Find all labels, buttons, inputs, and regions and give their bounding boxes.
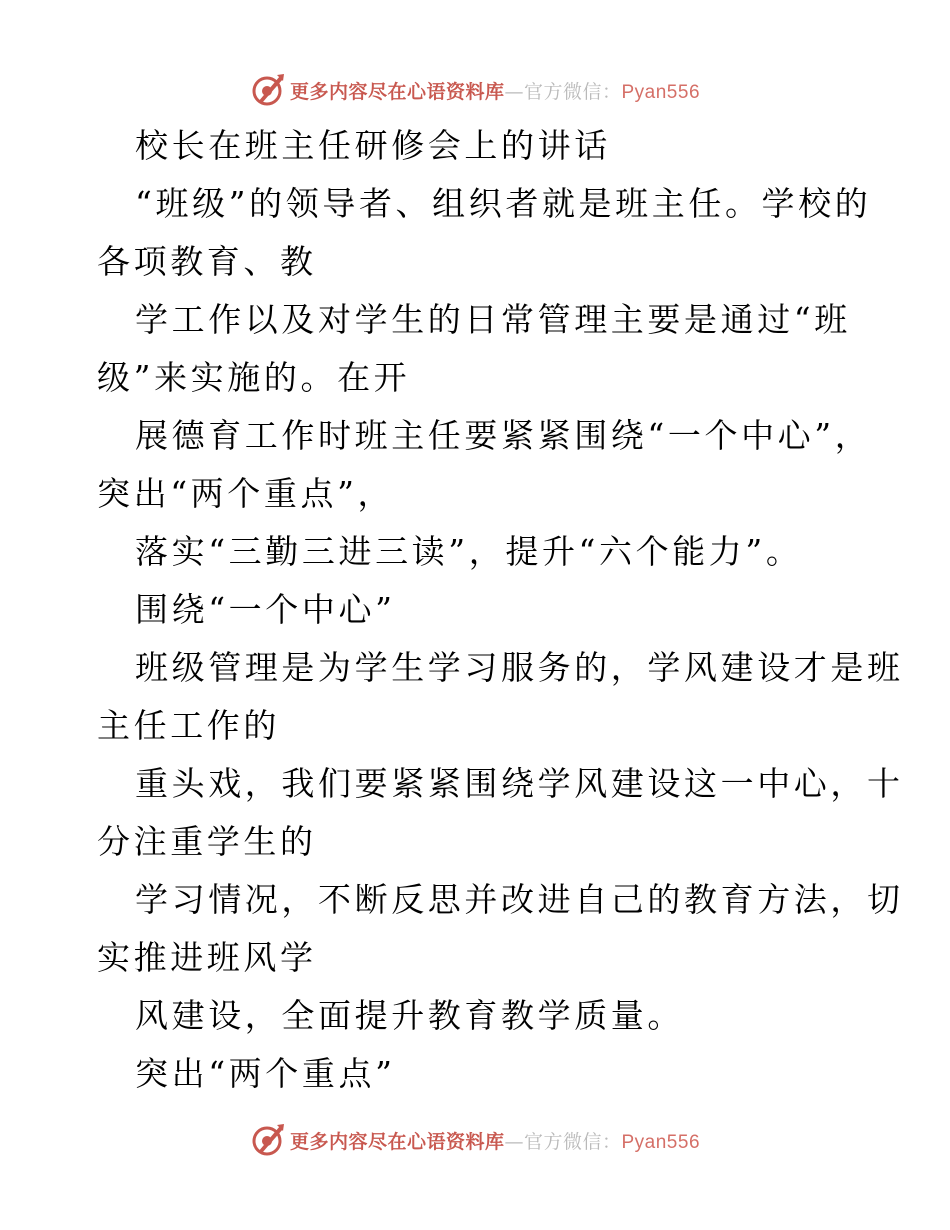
footer-banner-label: 官方微信： xyxy=(523,1130,622,1153)
paragraph-line: 展德育工作时班主任要紧紧围绕“一个中心”， xyxy=(135,416,872,455)
paragraph-line: “班级”的领导者、组织者就是班主任。学校的 xyxy=(135,184,872,223)
paragraph-line: 主任工作的 xyxy=(97,706,280,745)
footer-banner-text xyxy=(290,1127,700,1154)
header-banner-handle: Pyan556 xyxy=(621,81,701,103)
header-banner xyxy=(0,70,950,110)
paragraph-line: 班级管理是为学生学习服务的，学风建设才是班 xyxy=(135,648,904,687)
footer-banner-inner xyxy=(250,1122,700,1158)
footer-banner-brand: 更多内容尽在心语资料库 xyxy=(289,1130,505,1153)
footer-banner xyxy=(0,1120,950,1160)
header-banner-label: 官方微信： xyxy=(523,80,622,103)
paragraph-line: 风建设，全面提升教育教学质量。 xyxy=(135,996,684,1035)
header-banner-inner xyxy=(250,72,700,108)
paragraph-line: 级”来实施的。在开 xyxy=(97,358,411,397)
header-banner-text xyxy=(290,77,700,104)
document-title: 校长在班主任研修会上的讲话 xyxy=(135,126,611,165)
header-banner-dash: — xyxy=(504,80,524,103)
paragraph-line: 各项教育、教 xyxy=(97,242,317,281)
document-body xyxy=(97,117,904,1103)
footer-banner-dash: — xyxy=(504,1130,524,1153)
quill-logo-icon xyxy=(250,1122,286,1158)
section-heading: 围绕“一个中心” xyxy=(135,590,396,629)
paragraph-line: 落实“三勤三进三读”，提升“六个能力”。 xyxy=(135,532,803,571)
paragraph-line: 分注重学生的 xyxy=(97,822,317,861)
header-banner-brand: 更多内容尽在心语资料库 xyxy=(289,80,505,103)
paragraph-line: 学工作以及对学生的日常管理主要是通过“班 xyxy=(135,300,851,339)
paragraph-line: 突出“两个重点”， xyxy=(97,474,395,513)
section-heading: 突出“两个重点” xyxy=(135,1054,396,1093)
paragraph-line: 实推进班风学 xyxy=(97,938,317,977)
paragraph-line: 学习情况，不断反思并改进自己的教育方法，切 xyxy=(135,880,904,919)
footer-banner-handle: Pyan556 xyxy=(621,1131,701,1153)
paragraph-line: 重头戏，我们要紧紧围绕学风建设这一中心，十 xyxy=(135,764,904,803)
quill-logo-icon xyxy=(250,72,286,108)
